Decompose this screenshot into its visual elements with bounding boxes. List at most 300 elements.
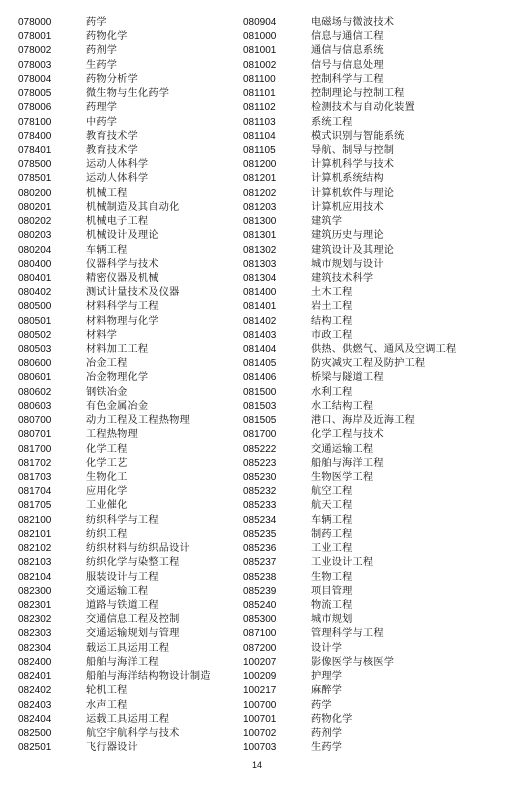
major-name: 化学工程与技术 [311,429,384,441]
major-name: 微生物与生化药学 [86,88,170,100]
list-item [243,525,456,539]
list-item [18,696,211,710]
major-code: 082301 [18,599,52,611]
major-code: 100700 [243,699,277,711]
major-name: 材料科学与工程 [86,301,159,313]
major-name: 船舶与海洋工程 [86,656,159,668]
major-code: 081105 [243,144,276,156]
major-code: 078002 [18,45,52,57]
major-code: 082104 [18,571,52,583]
list-item [18,610,211,624]
list-item [243,269,456,283]
list-item [18,440,211,454]
major-name: 工程热物理 [86,429,138,441]
major-name: 运动人体科学 [86,173,149,185]
major-name: 道路与铁道工程 [86,599,159,611]
major-code: 080904 [243,17,277,28]
major-code: 081401 [243,301,277,313]
major-name: 轮机工程 [86,685,128,697]
major-code: 081001 [243,45,277,57]
major-name: 控制理论与控制工程 [311,88,405,100]
major-name: 交通运输工程 [311,443,374,455]
major-code: 081406 [243,372,277,384]
major-code: 082500 [18,727,52,739]
major-code: 081301 [243,230,277,242]
major-code: 081404 [243,344,277,356]
major-name: 通信与信息系统 [311,45,384,57]
major-name: 物流工程 [311,599,353,611]
major-name: 城市规划与设计 [311,258,384,270]
list-item [243,155,456,169]
major-code: 080202 [18,216,52,228]
list-item [18,269,211,283]
major-name: 有色金属冶金 [86,400,149,412]
list-item [243,710,456,724]
major-name: 机械电子工程 [86,216,149,228]
major-code: 081704 [18,486,52,498]
major-code: 085230 [243,472,277,483]
list-item [243,326,456,340]
major-code: 100702 [243,727,277,739]
major-code: 081300 [243,216,277,228]
major-code: 078500 [18,159,52,171]
major-name: 车辆工程 [86,244,128,256]
right-column [243,13,456,752]
major-name: 药学 [311,699,332,711]
list-item [243,27,456,41]
major-name: 计算机科学与技术 [311,159,395,171]
list-item [243,610,456,624]
major-code: 081703 [18,472,52,483]
major-name: 精密仪器及机械 [86,272,159,284]
major-name: 建筑设计及其理论 [311,244,395,256]
major-code: 078000 [18,17,52,28]
major-code: 100209 [243,671,277,683]
major-name: 管理科学与工程 [311,628,384,640]
list-item [243,340,456,354]
list-item [18,297,211,311]
major-code: 081201 [243,173,277,185]
major-code: 081303 [243,258,277,270]
major-code: 082102 [18,543,52,555]
major-name: 电磁场与微波技术 [311,17,395,28]
major-code: 081002 [243,59,277,71]
major-code: 085234 [243,514,277,526]
major-code: 082400 [18,656,52,668]
major-code: 080200 [18,187,52,199]
list-item [243,283,456,297]
major-code: 081101 [243,88,276,100]
major-code: 081103 [243,116,276,128]
major-name: 药剂学 [86,45,118,57]
major-code: 078001 [18,31,52,43]
major-code: 100703 [243,742,277,754]
list-item [243,596,456,610]
major-code: 085222 [243,443,277,455]
major-code: 082403 [18,699,52,711]
list-item [243,255,456,269]
major-code: 081503 [243,400,277,412]
major-name: 化学工艺 [86,457,128,469]
major-code: 081705 [18,500,52,512]
major-code: 081200 [243,159,277,171]
major-code: 087200 [243,642,277,654]
list-item [243,241,456,255]
list-item [18,184,211,198]
major-code: 081100 [243,73,276,85]
major-code: 085238 [243,571,277,583]
major-code: 080501 [18,315,52,327]
major-code: 078004 [18,73,52,85]
major-code: 100207 [243,656,277,668]
major-name: 船舶与海洋工程 [311,457,384,469]
list-item [243,127,456,141]
list-item [243,681,456,695]
major-code: 082100 [18,514,52,526]
left-column [18,13,211,752]
major-name: 工业工程 [311,543,353,555]
major-code: 080600 [18,358,52,370]
list-item [243,70,456,84]
major-code: 100217 [243,685,277,697]
major-name: 药理学 [86,102,118,114]
major-name: 纺织材料与纺织品设计 [86,543,190,555]
list-item [18,70,211,84]
list-item [243,13,456,27]
major-name: 系统工程 [311,116,353,128]
list-item [243,624,456,638]
major-code: 085223 [243,457,277,469]
major-code: 087100 [243,628,277,640]
list-item [243,56,456,70]
major-name: 水利工程 [311,386,353,398]
list-item [243,511,456,525]
list-item [18,98,211,112]
major-code: 085235 [243,528,277,540]
list-item [18,198,211,212]
list-item [243,226,456,240]
major-code: 080203 [18,230,52,242]
major-name: 材料加工工程 [86,344,149,356]
list-item [243,297,456,311]
major-name: 载运工具运用工程 [86,642,170,654]
major-code: 085240 [243,599,277,611]
list-item [18,326,211,340]
list-item [18,482,211,496]
major-name: 计算机应用技术 [311,201,384,213]
list-item [18,354,211,368]
major-code: 081104 [243,130,276,142]
list-item [243,169,456,183]
major-name: 冶金物理化学 [86,372,149,384]
major-name: 制药工程 [311,528,353,540]
major-name: 信息与通信工程 [311,31,384,43]
major-code: 080400 [18,258,52,270]
list-item [243,482,456,496]
major-code: 081302 [243,244,277,256]
major-code: 078006 [18,102,52,114]
major-code: 078003 [18,59,52,71]
list-item [18,653,211,667]
list-item [243,198,456,212]
major-code: 085233 [243,500,277,512]
list-item [243,468,456,482]
list-item [18,411,211,425]
major-name: 材料学 [86,329,118,341]
major-name: 建筑技术科学 [311,272,374,284]
major-name: 桥梁与隧道工程 [311,372,384,384]
list-item [18,568,211,582]
major-code: 085237 [243,557,277,569]
list-item [18,539,211,553]
list-item [18,724,211,738]
major-name: 运动人体科学 [86,159,149,171]
major-name: 护理学 [311,671,343,683]
list-item [243,41,456,55]
major-code: 081203 [243,201,277,213]
major-code: 081700 [243,429,277,441]
major-code: 080201 [18,201,52,213]
list-item [18,368,211,382]
list-item [18,596,211,610]
major-name: 麻醉学 [311,685,343,697]
list-item [18,582,211,596]
major-name: 机械设计及理论 [86,230,159,242]
major-code: 082103 [18,557,52,569]
major-name: 动力工程及工程热物理 [86,415,190,427]
list-item [18,84,211,98]
major-code: 081402 [243,315,277,327]
list-item [18,383,211,397]
list-item [243,184,456,198]
major-name: 纺织科学与工程 [86,514,159,526]
major-code: 081505 [243,415,277,427]
list-item [243,496,456,510]
major-name: 港口、海岸及近海工程 [311,415,415,427]
major-name: 导航、制导与控制 [311,144,395,156]
major-name: 城市规划 [311,614,353,626]
list-item [18,56,211,70]
list-item [18,710,211,724]
major-code: 082303 [18,628,52,640]
list-item [18,27,211,41]
major-code: 078400 [18,130,52,142]
page-number: 14 [251,760,262,770]
list-item [243,425,456,439]
major-name: 工业设计工程 [311,557,374,569]
major-name: 计算机系统结构 [311,173,384,185]
major-name: 测试计量技术及仪器 [86,287,180,299]
major-code: 082402 [18,685,52,697]
list-item [243,539,456,553]
major-name: 运载工具运用工程 [86,713,170,725]
major-name: 计算机软件与理论 [311,187,395,199]
major-code: 078501 [18,173,52,185]
major-name: 生物医学工程 [311,472,374,483]
major-code: 081403 [243,329,277,341]
major-name: 药物分析学 [86,73,138,85]
major-name: 生药学 [86,59,118,71]
major-code: 080204 [18,244,52,256]
major-name: 应用化学 [86,486,128,498]
major-name: 航天工程 [311,500,353,512]
list-item [18,41,211,55]
major-code: 082401 [18,671,52,683]
major-name: 教育技术学 [86,144,138,156]
major-name: 机械制造及其自动化 [86,201,180,213]
list-item [243,113,456,127]
major-code: 081304 [243,272,277,284]
major-code: 080500 [18,301,52,313]
list-item [243,98,456,112]
major-name: 药学 [86,17,107,28]
major-name: 项目管理 [311,585,353,597]
list-item [243,454,456,468]
list-item [18,226,211,240]
major-code: 081400 [243,287,277,299]
major-code: 080402 [18,287,52,299]
major-name: 材料物理与化学 [86,315,159,327]
major-name: 纺织化学与染整工程 [86,557,180,569]
major-code: 082404 [18,713,52,725]
major-code: 082101 [18,528,52,540]
major-code: 081405 [243,358,277,370]
list-item [18,113,211,127]
major-name: 影像医学与核医学 [311,656,395,668]
major-code: 078100 [18,116,52,128]
major-code: 081500 [243,386,277,398]
list-item [18,624,211,638]
major-name: 结构工程 [311,315,353,327]
major-code: 080603 [18,400,52,412]
major-code: 081202 [243,187,277,199]
major-name: 市政工程 [311,329,353,341]
list-item [18,255,211,269]
major-name: 交通信息工程及控制 [86,614,180,626]
list-item [243,440,456,454]
major-code: 081702 [18,457,52,469]
major-code: 080502 [18,329,52,341]
major-name: 化学工程 [86,443,128,455]
major-name: 仪器科学与技术 [86,258,159,270]
list-item [18,454,211,468]
list-item [18,639,211,653]
major-name: 纺织工程 [86,528,128,540]
list-item [243,354,456,368]
list-item [18,468,211,482]
major-name: 土木工程 [311,287,353,299]
list-item [243,383,456,397]
list-item [18,169,211,183]
major-name: 水工结构工程 [311,400,374,412]
list-item [243,397,456,411]
major-name: 飞行器设计 [86,742,138,754]
list-item [18,141,211,155]
major-name: 药剂学 [311,727,343,739]
major-code: 080401 [18,272,52,284]
major-name: 建筑学 [311,216,343,228]
list-item [18,241,211,255]
major-code: 078401 [18,144,52,156]
list-item [243,653,456,667]
major-code: 081000 [243,31,277,43]
list-item [18,212,211,226]
major-name: 信号与信息处理 [311,59,384,71]
major-code: 085239 [243,585,277,597]
major-name: 中药学 [86,116,118,128]
major-code: 085300 [243,614,277,626]
major-code: 081102 [243,102,276,114]
major-code: 078005 [18,88,52,100]
major-name: 设计学 [311,642,343,654]
major-name: 交通运输工程 [86,585,149,597]
major-name: 教育技术学 [86,130,138,142]
major-name: 水声工程 [86,699,128,711]
major-name: 生物化工 [86,472,128,483]
list-item [18,667,211,681]
list-item [18,397,211,411]
major-name: 冶金工程 [86,358,128,370]
list-item [243,84,456,98]
major-name: 机械工程 [86,187,128,199]
major-code: 082501 [18,742,52,754]
major-name: 生物工程 [311,571,353,583]
major-name: 钢铁冶金 [86,386,128,398]
major-name: 航空宇航科学与技术 [86,727,180,739]
major-code: 085236 [243,543,277,555]
major-name: 船舶与海洋结构物设计制造 [86,671,211,683]
list-item [243,568,456,582]
major-name: 防灾减灾工程及防护工程 [311,358,426,370]
list-item [18,127,211,141]
major-name: 药物化学 [311,713,353,725]
major-code: 082304 [18,642,52,654]
major-code: 082300 [18,585,52,597]
major-name: 生药学 [311,742,343,754]
list-item [243,411,456,425]
major-code: 080503 [18,344,52,356]
list-item [18,496,211,510]
list-item [243,696,456,710]
list-item [243,553,456,567]
major-code: 080700 [18,415,52,427]
list-item [18,511,211,525]
list-item [18,155,211,169]
major-code: 085232 [243,486,277,498]
list-item [243,582,456,596]
major-name: 岩土工程 [311,301,353,313]
list-item [243,141,456,155]
list-item [243,312,456,326]
major-name: 药物化学 [86,31,128,43]
major-code: 081700 [18,443,52,455]
major-name: 检测技术与自动化装置 [311,102,415,114]
major-name: 控制科学与工程 [311,73,384,85]
list-item [18,525,211,539]
major-name: 模式识别与智能系统 [311,130,405,142]
list-item [18,738,211,752]
list-item [18,340,211,354]
major-code: 082302 [18,614,52,626]
major-name: 车辆工程 [311,514,353,526]
major-name: 航空工程 [311,486,353,498]
major-code: 080602 [18,386,52,398]
major-name: 建筑历史与理论 [311,230,384,242]
major-name: 供热、供燃气、通风及空调工程 [311,344,457,356]
major-code: 080701 [18,429,52,441]
major-name: 工业催化 [86,500,128,512]
list-item [18,312,211,326]
